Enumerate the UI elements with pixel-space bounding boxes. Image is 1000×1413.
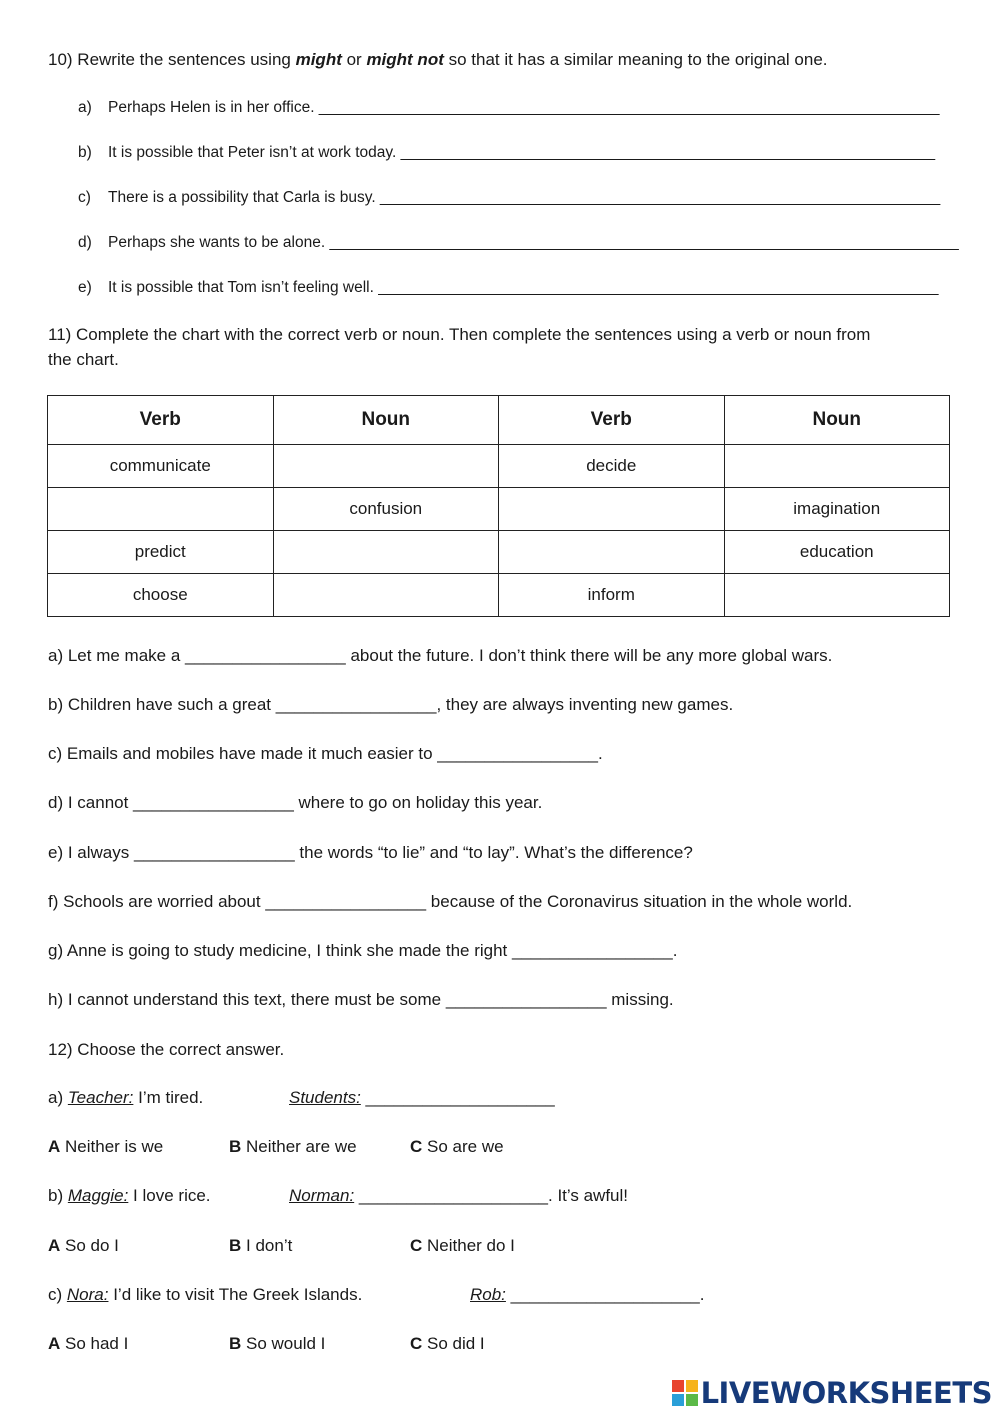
option-b[interactable]: B So would I [229,1334,326,1353]
option-c[interactable]: C So did I [410,1334,485,1353]
chart-row [48,574,950,617]
chart-answer-cell[interactable] [499,488,725,531]
q11-sentence-a[interactable]: a) Let me make a _________________ about the future. I don’t think there will be any more global wars. [48,646,833,665]
chart-header-row [48,396,950,445]
liveworksheets-logo [672,1376,992,1410]
option-a[interactable]: A So do I [48,1236,119,1255]
q11-sentence-c[interactable]: c) Emails and mobiles have made it much easier to _________________. [48,744,603,763]
chart-row [48,531,950,574]
q12-item-b-options [48,1236,648,1260]
q10-instruction: 10) Rewrite the sentences using might or might not so that it has a similar meaning to the original one. [48,50,828,69]
q11-sentence-f[interactable]: f) Schools are worried about _________________ because of the Coronavirus situation in the whole world. [48,892,853,911]
logo-square [672,1394,684,1406]
logo-grid-icon [672,1380,698,1406]
chart-answer-cell[interactable] [273,445,499,488]
verb-noun-chart [47,395,950,617]
speaker-name: Nora: [66,1285,109,1304]
chart-answer-cell[interactable] [724,574,950,617]
q10-item-b[interactable]: b) It is possible that Peter isn’t at work today. ______________________________________________________________ [78,144,936,161]
chart-answer-cell[interactable] [499,531,725,574]
header-noun-1: Noun [273,396,499,445]
speaker-name: Maggie: [67,1186,129,1205]
chart-row [48,445,950,488]
chart-answer-cell[interactable] [273,531,499,574]
q11-sentence-d[interactable]: d) I cannot _________________ where to go on holiday this year. [48,793,543,812]
chart-cell: confusion [273,488,499,531]
speaker-name: Rob: [470,1285,506,1304]
q11-sentence-h[interactable]: h) I cannot understand this text, there must be some _________________ missing. [48,990,674,1009]
chart-row [48,488,950,531]
q12-item-a-answer[interactable]: Students: ____________________ [289,1088,555,1107]
chart-cell: education [724,531,950,574]
logo-square [672,1380,684,1392]
q11-sentence-g[interactable]: g) Anne is going to study medicine, I think she made the right _________________. [48,941,678,960]
option-b[interactable]: B I don’t [229,1236,293,1255]
header-verb-1: Verb [48,396,274,445]
header-noun-2: Noun [724,396,950,445]
option-c[interactable]: C Neither do I [410,1236,515,1255]
option-a[interactable]: A Neither is we [48,1137,164,1156]
q11-instruction-line1: 11) Complete the chart with the correct verb or noun. Then complete the sentences using a verb or noun from [48,325,871,344]
chart-cell: inform [499,574,725,617]
chart-cell: communicate [48,445,274,488]
speaker-name: Students: [289,1088,361,1107]
q11-instruction-line2: the chart. [48,350,119,369]
chart-cell: predict [48,531,274,574]
q12-item-a-options [48,1137,648,1161]
q12-item-c-prompt: c) Nora: I’d like to visit The Greek Islands. [48,1285,363,1304]
speaker-name: Norman: [289,1186,355,1205]
chart-cell: choose [48,574,274,617]
option-b[interactable]: B Neither are we [229,1137,357,1156]
q12-item-b-prompt: b) Maggie: I love rice. [48,1186,211,1205]
q12-item-b-answer[interactable]: Norman: ____________________. It’s awful! [289,1186,628,1205]
chart-cell: imagination [724,488,950,531]
q11-sentence-e[interactable]: e) I always _________________ the words “to lie” and “to lay”. What’s the difference? [48,843,693,862]
q10-item-c[interactable]: c) There is a possibility that Carla is busy. _________________________________________________________________ [78,189,941,206]
option-a[interactable]: A So had I [48,1334,129,1353]
chart-answer-cell[interactable] [724,445,950,488]
header-verb-2: Verb [499,396,725,445]
chart-answer-cell[interactable] [273,574,499,617]
speaker-name: Teacher: [67,1088,134,1107]
q12-item-a-prompt: a) Teacher: I’m tired. [48,1088,204,1107]
chart-answer-cell[interactable] [48,488,274,531]
logo-text: LIVEWORKSHEETS [700,1376,992,1410]
logo-square [686,1394,698,1406]
logo-square [686,1380,698,1392]
q11-sentence-b[interactable]: b) Children have such a great _________________, they are always inventing new games. [48,695,734,714]
q12-item-c-answer[interactable]: Rob: ____________________. [470,1285,705,1304]
q10-item-a[interactable]: a) Perhaps Helen is in her office. ________________________________________________________________________ [78,99,940,116]
q10-item-e[interactable]: e) It is possible that Tom isn’t feeling well. _________________________________________________________________ [78,279,939,296]
q10-item-d[interactable]: d) Perhaps she wants to be alone. _________________________________________________________________________ [78,234,959,251]
chart-cell: decide [499,445,725,488]
q12-instruction: 12) Choose the correct answer. [48,1040,285,1059]
option-c[interactable]: C So are we [410,1137,504,1156]
q12-item-c-options [48,1334,648,1358]
